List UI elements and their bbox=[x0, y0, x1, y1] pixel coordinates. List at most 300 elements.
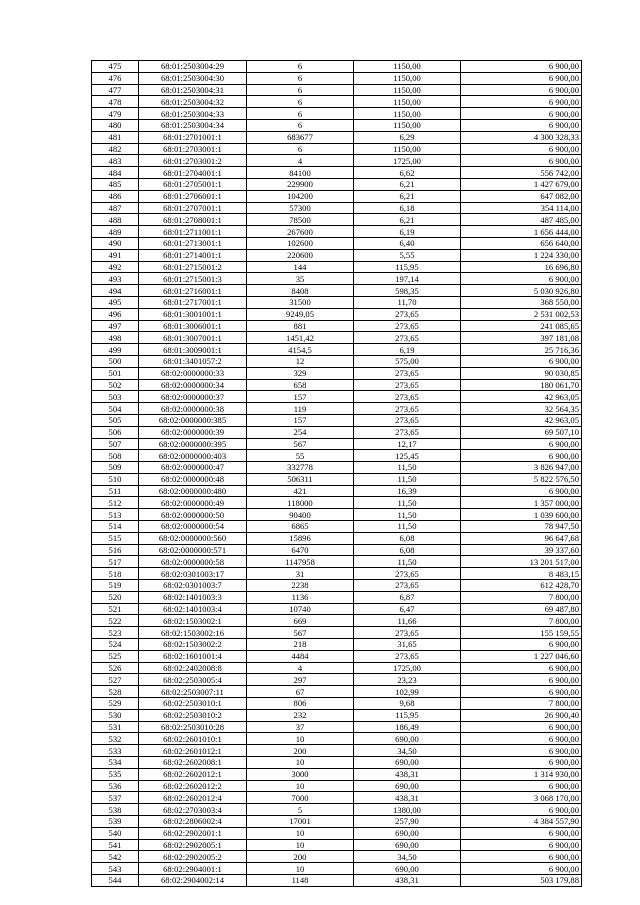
cadastral-value-cell: 90 030,85 bbox=[461, 367, 582, 379]
area-cell: 881 bbox=[247, 320, 354, 332]
row-number-cell: 531 bbox=[92, 721, 139, 733]
table-row bbox=[92, 367, 582, 379]
cadastral-value-cell: 6 900,00 bbox=[461, 143, 582, 155]
row-number-cell: 505 bbox=[92, 414, 139, 426]
cadastral-value-cell: 7 800,00 bbox=[461, 591, 582, 603]
table-row bbox=[92, 639, 582, 651]
rate-cell: 31,65 bbox=[354, 639, 461, 651]
table-row bbox=[92, 61, 582, 73]
row-number-cell: 478 bbox=[92, 96, 139, 108]
table-row bbox=[92, 662, 582, 674]
table-row bbox=[92, 874, 582, 886]
row-number-cell: 513 bbox=[92, 509, 139, 521]
cadastral-value-cell: 6 900,00 bbox=[461, 84, 582, 96]
cadastral-value-cell: 4 300 328,33 bbox=[461, 131, 582, 143]
cadastral-value-cell: 1 039 600,00 bbox=[461, 509, 582, 521]
rate-cell: 1150,00 bbox=[354, 96, 461, 108]
row-number-cell: 489 bbox=[92, 226, 139, 238]
table-row bbox=[92, 698, 582, 710]
area-cell: 1451,42 bbox=[247, 332, 354, 344]
cadastral-number-cell: 68:02:2602012:4 bbox=[139, 792, 247, 804]
area-cell: 6 bbox=[247, 108, 354, 120]
area-cell: 200 bbox=[247, 851, 354, 863]
cadastral-number-cell: 68:02:0000000:395 bbox=[139, 438, 247, 450]
cadastral-number-cell: 68:01:2704001:1 bbox=[139, 167, 247, 179]
table-row bbox=[92, 426, 582, 438]
cadastral-number-cell: 68:02:1601001:4 bbox=[139, 650, 247, 662]
rate-cell: 690,00 bbox=[354, 839, 461, 851]
row-number-cell: 511 bbox=[92, 485, 139, 497]
row-number-cell: 477 bbox=[92, 84, 139, 96]
area-cell: 6 bbox=[247, 72, 354, 84]
cadastral-number-cell: 68:02:2602012:2 bbox=[139, 780, 247, 792]
table-row bbox=[92, 509, 582, 521]
area-cell: 421 bbox=[247, 485, 354, 497]
cadastral-number-cell: 68:02:0000000:403 bbox=[139, 450, 247, 462]
cadastral-value-cell: 180 061,70 bbox=[461, 379, 582, 391]
row-number-cell: 524 bbox=[92, 639, 139, 651]
rate-cell: 115,95 bbox=[354, 261, 461, 273]
cadastral-number-cell: 68:02:2601012:1 bbox=[139, 745, 247, 757]
area-cell: 12 bbox=[247, 355, 354, 367]
cadastral-number-cell: 68:02:0000000:38 bbox=[139, 403, 247, 415]
area-cell: 232 bbox=[247, 709, 354, 721]
area-cell: 17001 bbox=[247, 816, 354, 828]
cadastral-value-cell: 78 947,50 bbox=[461, 521, 582, 533]
cadastral-value-cell: 241 085,65 bbox=[461, 320, 582, 332]
rate-cell: 1150,00 bbox=[354, 108, 461, 120]
cadastral-number-cell: 68:02:2806002:4 bbox=[139, 816, 247, 828]
table-row bbox=[92, 72, 582, 84]
cadastral-number-cell: 68:01:2503004:32 bbox=[139, 96, 247, 108]
cadastral-number-cell: 68:02:0000000:54 bbox=[139, 521, 247, 533]
area-cell: 6 bbox=[247, 84, 354, 96]
row-number-cell: 481 bbox=[92, 131, 139, 143]
table-row bbox=[92, 355, 582, 367]
cadastral-value-cell: 1 314 930,00 bbox=[461, 768, 582, 780]
cadastral-number-cell: 68:01:3007001:1 bbox=[139, 332, 247, 344]
table-row bbox=[92, 792, 582, 804]
table-row bbox=[92, 591, 582, 603]
rate-cell: 273,65 bbox=[354, 379, 461, 391]
rate-cell: 1725,00 bbox=[354, 662, 461, 674]
rate-cell: 273,65 bbox=[354, 367, 461, 379]
cadastral-value-cell: 42 963,05 bbox=[461, 391, 582, 403]
cadastral-number-cell: 68:02:1401003:3 bbox=[139, 591, 247, 603]
area-cell: 144 bbox=[247, 261, 354, 273]
cadastral-value-cell: 6 900,00 bbox=[461, 355, 582, 367]
rate-cell: 5,55 bbox=[354, 249, 461, 261]
rate-cell: 6,21 bbox=[354, 190, 461, 202]
cadastral-number-cell: 68:02:2602008:1 bbox=[139, 757, 247, 769]
row-number-cell: 507 bbox=[92, 438, 139, 450]
cadastral-number-cell: 68:02:0000000:47 bbox=[139, 462, 247, 474]
table-row bbox=[92, 391, 582, 403]
rate-cell: 273,65 bbox=[354, 414, 461, 426]
cadastral-number-cell: 68:02:0000000:37 bbox=[139, 391, 247, 403]
cadastral-value-cell: 368 550,00 bbox=[461, 296, 582, 308]
area-cell: 254 bbox=[247, 426, 354, 438]
row-number-cell: 512 bbox=[92, 497, 139, 509]
rate-cell: 11,50 bbox=[354, 521, 461, 533]
table-row bbox=[92, 473, 582, 485]
table-row bbox=[92, 143, 582, 155]
cadastral-value-cell: 1 357 000,00 bbox=[461, 497, 582, 509]
cadastral-value-cell: 1 227 046,60 bbox=[461, 650, 582, 662]
area-cell: 9249,05 bbox=[247, 308, 354, 320]
cadastral-number-cell: 68:02:2904001:1 bbox=[139, 863, 247, 875]
cadastral-number-cell: 68:02:1503002:1 bbox=[139, 615, 247, 627]
cadastral-value-cell: 69 487,80 bbox=[461, 603, 582, 615]
area-cell: 4484 bbox=[247, 650, 354, 662]
table-row bbox=[92, 485, 582, 497]
cadastral-value-cell: 6 900,00 bbox=[461, 686, 582, 698]
row-number-cell: 537 bbox=[92, 792, 139, 804]
rate-cell: 12,17 bbox=[354, 438, 461, 450]
row-number-cell: 522 bbox=[92, 615, 139, 627]
row-number-cell: 519 bbox=[92, 580, 139, 592]
area-cell: 7000 bbox=[247, 792, 354, 804]
table-body bbox=[92, 61, 582, 887]
row-number-cell: 530 bbox=[92, 709, 139, 721]
rate-cell: 34,50 bbox=[354, 851, 461, 863]
rate-cell: 197,14 bbox=[354, 273, 461, 285]
area-cell: 78500 bbox=[247, 214, 354, 226]
row-number-cell: 494 bbox=[92, 285, 139, 297]
table-row bbox=[92, 521, 582, 533]
cadastral-number-cell: 68:02:0000000:385 bbox=[139, 414, 247, 426]
rate-cell: 125,45 bbox=[354, 450, 461, 462]
cadastral-value-cell: 1 656 444,00 bbox=[461, 226, 582, 238]
row-number-cell: 493 bbox=[92, 273, 139, 285]
row-number-cell: 479 bbox=[92, 108, 139, 120]
table-row bbox=[92, 627, 582, 639]
cadastral-number-cell: 68:01:2708001:1 bbox=[139, 214, 247, 226]
rate-cell: 6,40 bbox=[354, 237, 461, 249]
table-row bbox=[92, 544, 582, 556]
table-row bbox=[92, 214, 582, 226]
cadastral-number-cell: 68:01:3401057:2 bbox=[139, 355, 247, 367]
cadastral-value-cell: 25 716,36 bbox=[461, 344, 582, 356]
table-row bbox=[92, 768, 582, 780]
row-number-cell: 541 bbox=[92, 839, 139, 851]
area-cell: 37 bbox=[247, 721, 354, 733]
cadastral-value-cell: 6 900,00 bbox=[461, 745, 582, 757]
table-row bbox=[92, 403, 582, 415]
rate-cell: 1725,00 bbox=[354, 155, 461, 167]
table-row bbox=[92, 438, 582, 450]
area-cell: 10 bbox=[247, 827, 354, 839]
table-row bbox=[92, 332, 582, 344]
cadastral-number-cell: 68:02:1401003:4 bbox=[139, 603, 247, 615]
rate-cell: 6,19 bbox=[354, 344, 461, 356]
area-cell: 218 bbox=[247, 639, 354, 651]
rate-cell: 1150,00 bbox=[354, 84, 461, 96]
cadastral-number-cell: 68:01:2503004:29 bbox=[139, 61, 247, 73]
area-cell: 4 bbox=[247, 155, 354, 167]
area-cell: 6 bbox=[247, 61, 354, 73]
rate-cell: 11,50 bbox=[354, 497, 461, 509]
cadastral-value-cell: 6 900,00 bbox=[461, 155, 582, 167]
area-cell: 55 bbox=[247, 450, 354, 462]
row-number-cell: 544 bbox=[92, 874, 139, 886]
table-row bbox=[92, 178, 582, 190]
rate-cell: 6,08 bbox=[354, 544, 461, 556]
cadastral-value-cell: 6 900,00 bbox=[461, 119, 582, 131]
area-cell: 15896 bbox=[247, 532, 354, 544]
cadastral-value-cell: 6 900,00 bbox=[461, 61, 582, 73]
cadastral-number-cell: 68:02:0000000:571 bbox=[139, 544, 247, 556]
table-row bbox=[92, 261, 582, 273]
cadastral-value-cell: 647 082,00 bbox=[461, 190, 582, 202]
cadastral-value-cell: 2 531 002,53 bbox=[461, 308, 582, 320]
rate-cell: 273,65 bbox=[354, 320, 461, 332]
row-number-cell: 501 bbox=[92, 367, 139, 379]
rate-cell: 273,65 bbox=[354, 308, 461, 320]
table-row bbox=[92, 308, 582, 320]
cadastral-number-cell: 68:02:1503002:16 bbox=[139, 627, 247, 639]
table-row bbox=[92, 462, 582, 474]
cadastral-value-cell: 354 114,00 bbox=[461, 202, 582, 214]
table-row bbox=[92, 851, 582, 863]
area-cell: 567 bbox=[247, 438, 354, 450]
cadastral-value-cell: 96 647,68 bbox=[461, 532, 582, 544]
cadastral-number-cell: 68:02:2902005:1 bbox=[139, 839, 247, 851]
rate-cell: 11,50 bbox=[354, 462, 461, 474]
cadastral-value-cell: 6 900,00 bbox=[461, 662, 582, 674]
cadastral-number-cell: 68:02:2503007:11 bbox=[139, 686, 247, 698]
cadastral-value-cell: 16 696,80 bbox=[461, 261, 582, 273]
cadastral-number-cell: 68:02:2703003:4 bbox=[139, 804, 247, 816]
cadastral-number-cell: 68:02:1503002:2 bbox=[139, 639, 247, 651]
row-number-cell: 480 bbox=[92, 119, 139, 131]
row-number-cell: 510 bbox=[92, 473, 139, 485]
cadastral-value-cell: 7 800,00 bbox=[461, 698, 582, 710]
row-number-cell: 538 bbox=[92, 804, 139, 816]
cadastral-value-cell: 6 900,00 bbox=[461, 438, 582, 450]
area-cell: 200 bbox=[247, 745, 354, 757]
row-number-cell: 526 bbox=[92, 662, 139, 674]
cadastral-value-cell: 6 900,00 bbox=[461, 757, 582, 769]
cadastral-value-cell: 32 564,35 bbox=[461, 403, 582, 415]
cadastral-value-cell: 6 900,00 bbox=[461, 485, 582, 497]
cadastral-value-cell: 6 900,00 bbox=[461, 96, 582, 108]
rate-cell: 598,35 bbox=[354, 285, 461, 297]
cadastral-number-cell: 68:02:2503010:2 bbox=[139, 709, 247, 721]
table-row bbox=[92, 757, 582, 769]
row-number-cell: 487 bbox=[92, 202, 139, 214]
table-row bbox=[92, 155, 582, 167]
cadastral-number-cell: 68:01:2503004:31 bbox=[139, 84, 247, 96]
area-cell: 31 bbox=[247, 568, 354, 580]
cadastral-number-cell: 68:02:2602012:1 bbox=[139, 768, 247, 780]
rate-cell: 690,00 bbox=[354, 863, 461, 875]
cadastral-value-cell: 1 224 330,00 bbox=[461, 249, 582, 261]
cadastral-number-cell: 68:01:2701001:1 bbox=[139, 131, 247, 143]
cadastral-number-cell: 68:02:2503005:4 bbox=[139, 674, 247, 686]
row-number-cell: 542 bbox=[92, 851, 139, 863]
cadastral-number-cell: 68:01:2711001:1 bbox=[139, 226, 247, 238]
table-row bbox=[92, 119, 582, 131]
cadastral-value-cell: 155 159,55 bbox=[461, 627, 582, 639]
cadastral-number-cell: 68:02:2902001:1 bbox=[139, 827, 247, 839]
cadastral-number-cell: 68:02:2402008:8 bbox=[139, 662, 247, 674]
cadastral-value-table bbox=[91, 60, 582, 887]
row-number-cell: 490 bbox=[92, 237, 139, 249]
cadastral-value-cell: 6 900,00 bbox=[461, 639, 582, 651]
rate-cell: 273,65 bbox=[354, 332, 461, 344]
table-row bbox=[92, 497, 582, 509]
cadastral-value-cell: 6 900,00 bbox=[461, 804, 582, 816]
cadastral-value-cell: 6 900,00 bbox=[461, 450, 582, 462]
area-cell: 6865 bbox=[247, 521, 354, 533]
rate-cell: 575,00 bbox=[354, 355, 461, 367]
cadastral-number-cell: 68:01:2703001:1 bbox=[139, 143, 247, 155]
rate-cell: 11,70 bbox=[354, 296, 461, 308]
cadastral-value-cell: 503 179,88 bbox=[461, 874, 582, 886]
rate-cell: 257,90 bbox=[354, 816, 461, 828]
row-number-cell: 521 bbox=[92, 603, 139, 615]
rate-cell: 16,39 bbox=[354, 485, 461, 497]
area-cell: 67 bbox=[247, 686, 354, 698]
cadastral-number-cell: 68:02:0000000:49 bbox=[139, 497, 247, 509]
cadastral-number-cell: 68:01:2707001:1 bbox=[139, 202, 247, 214]
rate-cell: 273,65 bbox=[354, 627, 461, 639]
row-number-cell: 514 bbox=[92, 521, 139, 533]
row-number-cell: 499 bbox=[92, 344, 139, 356]
rate-cell: 273,65 bbox=[354, 391, 461, 403]
row-number-cell: 517 bbox=[92, 556, 139, 568]
cadastral-value-cell: 6 900,00 bbox=[461, 839, 582, 851]
table-row bbox=[92, 379, 582, 391]
cadastral-number-cell: 68:01:2503004:30 bbox=[139, 72, 247, 84]
cadastral-value-cell: 42 963,05 bbox=[461, 414, 582, 426]
area-cell: 329 bbox=[247, 367, 354, 379]
table-row bbox=[92, 532, 582, 544]
cadastral-number-cell: 68:02:2601010:1 bbox=[139, 733, 247, 745]
table-row bbox=[92, 237, 582, 249]
cadastral-number-cell: 68:01:3001001:1 bbox=[139, 308, 247, 320]
area-cell: 506311 bbox=[247, 473, 354, 485]
area-cell: 1136 bbox=[247, 591, 354, 603]
table-row bbox=[92, 709, 582, 721]
cadastral-value-cell: 6 900,00 bbox=[461, 674, 582, 686]
rate-cell: 23,23 bbox=[354, 674, 461, 686]
row-number-cell: 508 bbox=[92, 450, 139, 462]
table-row bbox=[92, 839, 582, 851]
rate-cell: 6,87 bbox=[354, 591, 461, 603]
row-number-cell: 503 bbox=[92, 391, 139, 403]
rate-cell: 6,21 bbox=[354, 178, 461, 190]
table-row bbox=[92, 721, 582, 733]
area-cell: 683677 bbox=[247, 131, 354, 143]
area-cell: 57300 bbox=[247, 202, 354, 214]
table-row bbox=[92, 686, 582, 698]
rate-cell: 273,65 bbox=[354, 580, 461, 592]
cadastral-value-cell: 69 507,10 bbox=[461, 426, 582, 438]
table-row bbox=[92, 273, 582, 285]
cadastral-value-cell: 612 428,70 bbox=[461, 580, 582, 592]
table-row bbox=[92, 780, 582, 792]
rate-cell: 6,62 bbox=[354, 167, 461, 179]
cadastral-value-cell: 6 900,00 bbox=[461, 733, 582, 745]
area-cell: 10 bbox=[247, 780, 354, 792]
row-number-cell: 488 bbox=[92, 214, 139, 226]
cadastral-value-cell: 397 181,08 bbox=[461, 332, 582, 344]
cadastral-number-cell: 68:01:2703001:2 bbox=[139, 155, 247, 167]
rate-cell: 186,49 bbox=[354, 721, 461, 733]
table-row bbox=[92, 733, 582, 745]
row-number-cell: 528 bbox=[92, 686, 139, 698]
rate-cell: 34,50 bbox=[354, 745, 461, 757]
row-number-cell: 491 bbox=[92, 249, 139, 261]
cadastral-number-cell: 68:01:2503004:33 bbox=[139, 108, 247, 120]
table-row bbox=[92, 226, 582, 238]
row-number-cell: 532 bbox=[92, 733, 139, 745]
cadastral-value-cell: 39 337,60 bbox=[461, 544, 582, 556]
table-row bbox=[92, 202, 582, 214]
table-row bbox=[92, 296, 582, 308]
table-row bbox=[92, 650, 582, 662]
area-cell: 1148 bbox=[247, 874, 354, 886]
cadastral-number-cell: 68:02:2902005:2 bbox=[139, 851, 247, 863]
area-cell: 8408 bbox=[247, 285, 354, 297]
area-cell: 2238 bbox=[247, 580, 354, 592]
table-row bbox=[92, 344, 582, 356]
rate-cell: 115,95 bbox=[354, 709, 461, 721]
area-cell: 332778 bbox=[247, 462, 354, 474]
cadastral-value-cell: 6 900,00 bbox=[461, 721, 582, 733]
rate-cell: 273,65 bbox=[354, 568, 461, 580]
cadastral-value-cell: 556 742,00 bbox=[461, 167, 582, 179]
cadastral-number-cell: 68:01:2715001:2 bbox=[139, 261, 247, 273]
area-cell: 31500 bbox=[247, 296, 354, 308]
rate-cell: 9,68 bbox=[354, 698, 461, 710]
table-row bbox=[92, 804, 582, 816]
rate-cell: 1150,00 bbox=[354, 61, 461, 73]
row-number-cell: 525 bbox=[92, 650, 139, 662]
row-number-cell: 484 bbox=[92, 167, 139, 179]
area-cell: 229900 bbox=[247, 178, 354, 190]
row-number-cell: 536 bbox=[92, 780, 139, 792]
row-number-cell: 475 bbox=[92, 61, 139, 73]
cadastral-value-cell: 3 068 170,00 bbox=[461, 792, 582, 804]
row-number-cell: 523 bbox=[92, 627, 139, 639]
area-cell: 297 bbox=[247, 674, 354, 686]
row-number-cell: 486 bbox=[92, 190, 139, 202]
area-cell: 3000 bbox=[247, 768, 354, 780]
row-number-cell: 539 bbox=[92, 816, 139, 828]
area-cell: 4154,5 bbox=[247, 344, 354, 356]
row-number-cell: 485 bbox=[92, 178, 139, 190]
table-row bbox=[92, 108, 582, 120]
rate-cell: 273,65 bbox=[354, 650, 461, 662]
rate-cell: 11,50 bbox=[354, 556, 461, 568]
cadastral-number-cell: 68:02:0000000:48 bbox=[139, 473, 247, 485]
table-row bbox=[92, 816, 582, 828]
rate-cell: 1150,00 bbox=[354, 143, 461, 155]
cadastral-value-cell: 6 900,00 bbox=[461, 827, 582, 839]
cadastral-value-cell: 8 483,15 bbox=[461, 568, 582, 580]
rate-cell: 690,00 bbox=[354, 757, 461, 769]
rate-cell: 102,99 bbox=[354, 686, 461, 698]
row-number-cell: 520 bbox=[92, 591, 139, 603]
cadastral-value-cell: 6 900,00 bbox=[461, 780, 582, 792]
row-number-cell: 527 bbox=[92, 674, 139, 686]
row-number-cell: 518 bbox=[92, 568, 139, 580]
table-row bbox=[92, 249, 582, 261]
cadastral-number-cell: 68:02:0000000:39 bbox=[139, 426, 247, 438]
